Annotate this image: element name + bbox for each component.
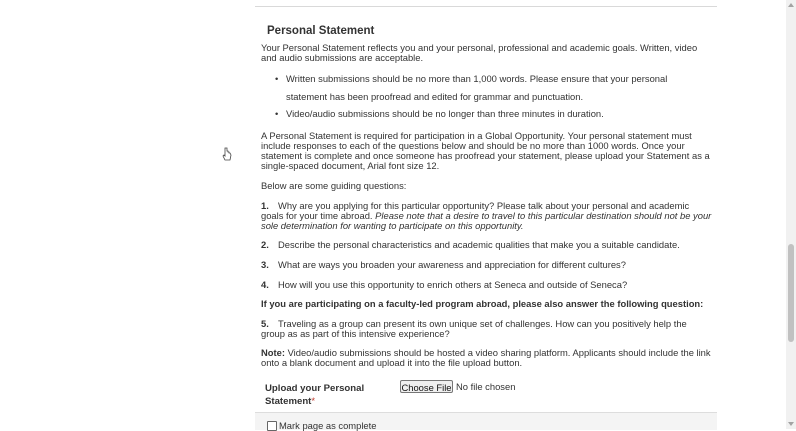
question-number: 1. (261, 200, 269, 211)
question-text: Traveling as a group can present its own unique set of challenges. How can you positively help the group as as part of this intensive experience? (261, 318, 687, 339)
question-number: 3. (261, 259, 269, 270)
question-text: What are ways you broaden your awareness and appreciation for different cultures? (278, 259, 626, 270)
scrollbar-thumb[interactable] (788, 244, 794, 342)
question-text: Describe the personal characteristics and academic qualities that make you a suitable candidate. (278, 239, 680, 250)
upload-label (265, 382, 385, 408)
choose-file-button[interactable]: Choose File (401, 382, 452, 393)
question-4 (261, 280, 713, 290)
file-status: No file chosen (456, 381, 516, 392)
guideline-item: • Written submissions should be no more than 1,000 words. Please ensure that your personal statement has been proofread and edited for grammar and punctuation. (271, 70, 711, 105)
guiding-questions-intro: Below are some guiding questions: (261, 180, 407, 191)
question-3 (261, 260, 713, 270)
question-number: 4. (261, 279, 269, 290)
required-marker: * (311, 396, 316, 407)
mark-complete-checkbox[interactable] (267, 421, 277, 431)
section-heading: Personal Statement (267, 25, 375, 37)
question-number: 2. (261, 239, 269, 250)
scroll-up-icon[interactable] (787, 1, 795, 9)
scroll-down-icon[interactable] (787, 420, 795, 428)
note-text: Video/audio submissions should be hosted a video sharing platform. Applicants should include the link onto a blank document and upload it into the file upload button. (261, 347, 711, 368)
question-text: Why are you applying for this particular opportunity? Please talk about your personal and academic goals for your time abroad. (261, 200, 690, 221)
submission-guidelines-list (271, 70, 711, 123)
question-note: Please note that a desire to travel to this particular destination should not be your sole determination for wanting to participate on this opportunity. (261, 210, 712, 231)
question-2 (261, 240, 713, 250)
upload-label-text: Upload your Personal Statement (265, 383, 365, 407)
intro-paragraph: Your Personal Statement reflects you and your personal, professional and academic goals. Written, video and audio submissions are acceptable. (261, 42, 698, 63)
question-5 (261, 319, 713, 339)
note-label: Note: (261, 347, 285, 358)
scrollbar-track[interactable] (786, 0, 796, 429)
note-paragraph (261, 348, 713, 368)
question-number: 5. (261, 318, 269, 329)
question-1 (261, 201, 713, 231)
mark-complete-label[interactable]: Mark page as complete (279, 420, 377, 431)
faculty-led-heading: If you are participating on a faculty-led program abroad, please also answer the following question: (261, 298, 704, 309)
requirement-paragraph: A Personal Statement is required for participation in a Global Opportunity. Your personal statement must include responses to each of the questions below and should be no more than 1000 words. Once your statement is complete and once someone has proofread your statement, please upload your Statement as a single-spaced document, Arial font size 12. (261, 130, 710, 171)
mouse-cursor-icon (222, 147, 234, 163)
section-divider (255, 6, 717, 7)
guideline-item: • Video/audio submissions should be no longer than three minutes in duration. (271, 105, 711, 123)
question-text: How will you use this opportunity to enrich others at Seneca and outside of Seneca? (278, 279, 628, 290)
